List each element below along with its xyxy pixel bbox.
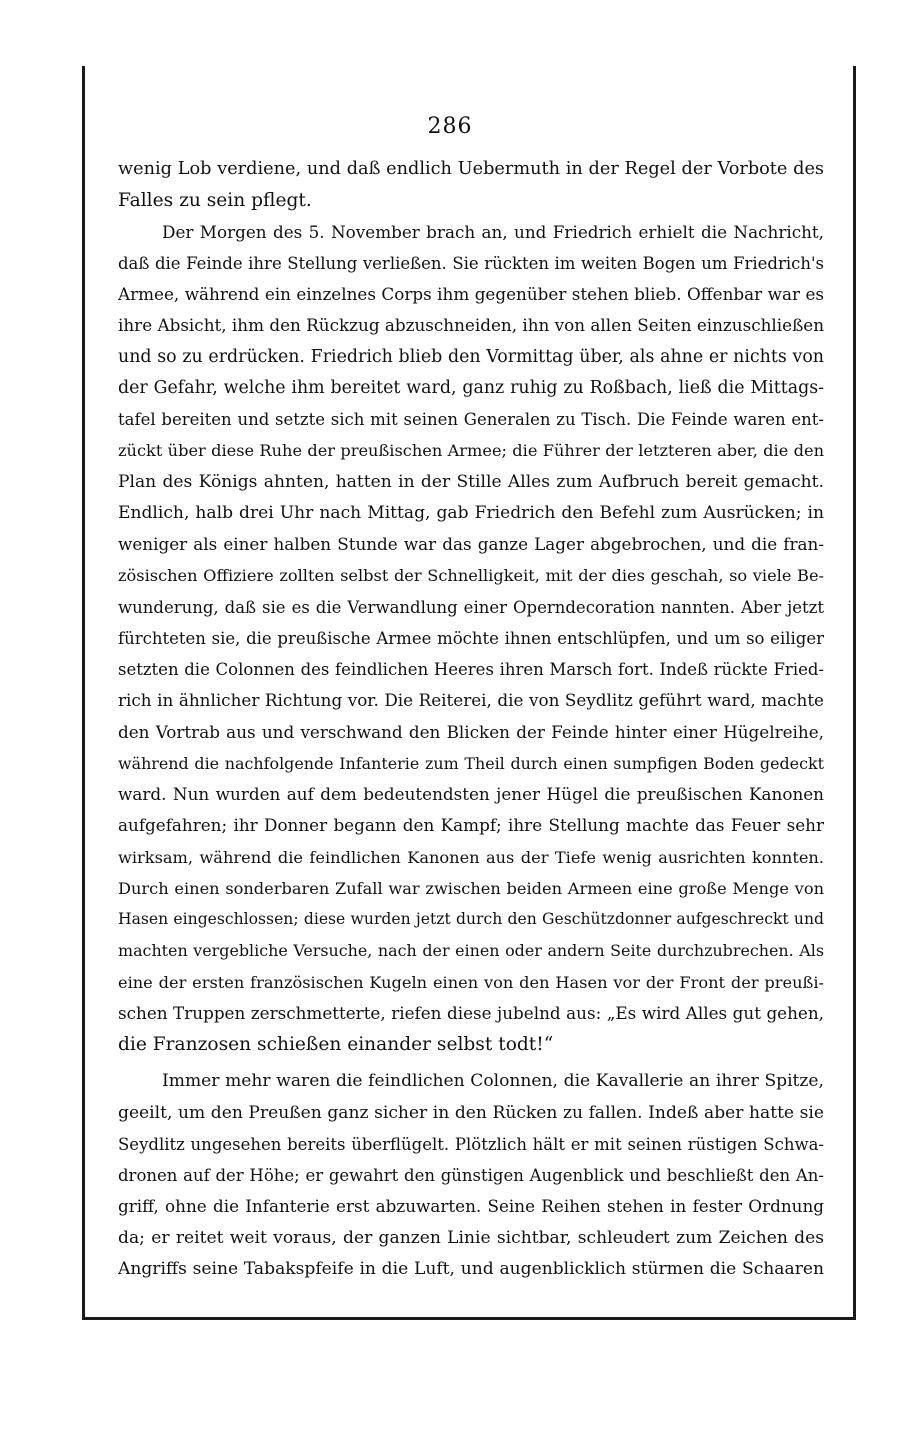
text-line: weniger als einer halben Stunde war das ganze Lager abgebrochen, und die fran-	[118, 534, 824, 554]
text-line: zösischen Offiziere zollten selbst der Schnelligkeit, mit der dies geschah, so viele Be-	[118, 566, 824, 586]
text-line: wirksam, während die feindlichen Kanonen aus der Tiefe wenig ausrichten konnten.	[118, 847, 824, 867]
text-line: den Vortrab aus und verschwand den Blicken der Feinde hinter einer Hügelreihe,	[118, 721, 824, 742]
text-line: tafel bereiten und setzte sich mit seinen Generalen zu Tisch. Die Feinde waren ent-	[118, 410, 824, 429]
text-line: griff, ohne die Infanterie erst abzuwarten. Seine Reihen stehen in fester Ordnung	[118, 1196, 824, 1217]
page-number: 286	[427, 114, 473, 139]
text-line: der Gefahr, welche ihm bereitet ward, ganz ruhig zu Roßbach, ließ die Mittags-	[118, 377, 824, 398]
text-line: Seydlitz ungesehen bereits überflügelt. Plötzlich hält er mit seinen rüstigen Schwa-	[118, 1134, 824, 1154]
text-line: ihre Absicht, ihm den Rückzug abzuschneiden, ihn von allen Seiten einzuschließen	[118, 315, 824, 336]
text-line: ward. Nun wurden auf dem bedeutendsten jener Hügel die preußischen Kanonen	[118, 784, 824, 804]
text-line: fürchteten sie, die preußische Armee möchte ihnen entschlüpfen, und um so eiliger	[118, 628, 824, 648]
text-line: daß die Feinde ihre Stellung verließen. Sie rückten im weiten Bogen um Friedrich's	[118, 253, 824, 273]
text-line: dronen auf der Höhe; er gewahrt den günstigen Augenblick und beschließt den An-	[118, 1166, 824, 1185]
text-line: Der Morgen des 5. November brach an, und Friedrich erhielt die Nachricht,	[162, 221, 824, 242]
paragraph-2	[118, 217, 824, 1061]
text-line: Armee, während ein einzelnes Corps ihm gegenüber stehen blieb. Offenbar war es	[118, 284, 824, 304]
text-line: die Franzosen schießen einander selbst todt!“	[118, 1034, 554, 1055]
text-line: machten vergebliche Versuche, nach der einen oder andern Seite durchzubrechen. Als	[118, 941, 824, 961]
text-line: schen Truppen zerschmetterte, riefen diese jubelnd aus: „Es wird Alles gut gehen,	[118, 1002, 824, 1023]
text-line: aufgefahren; ihr Donner begann den Kampf; ihre Stellung machte das Feuer sehr	[118, 815, 824, 836]
text-line: während die nachfolgende Infanterie zum Theil durch einen sumpfigen Boden gedeckt	[118, 753, 824, 773]
text-line: geeilt, um den Preußen ganz sicher in den Rücken zu fallen. Indeß aber hatte sie	[118, 1102, 824, 1123]
body-text	[118, 154, 824, 1285]
text-line: eine der ersten französischen Kugeln einen von den Hasen vor der Front der preußi-	[118, 972, 824, 992]
text-line: und so zu erdrücken. Friedrich blieb den Vormittag über, als ahne er nichts von	[118, 346, 824, 367]
text-line: wenig Lob verdiene, und daß endlich Uebermuth in der Regel der Vorbote des	[118, 159, 824, 179]
text-line: Durch einen sonderbaren Zufall war zwischen beiden Armeen eine große Menge von	[118, 878, 824, 898]
text-line: rich in ähnlicher Richtung vor. Die Reiterei, die von Seydlitz geführt ward, machte	[118, 690, 824, 711]
text-line: da; er reitet weit voraus, der ganzen Linie sichtbar, schleudert zum Zeichen des	[118, 1227, 824, 1248]
text-line: Endlich, halb drei Uhr nach Mittag, gab Friedrich den Befehl zum Ausrücken; in	[118, 502, 824, 523]
text-line: setzten die Colonnen des feindlichen Heeres ihren Marsch fort. Indeß rückte Fried-	[118, 660, 824, 679]
text-line: Hasen eingeschlossen; diese wurden jetzt durch den Geschützdonner aufgeschreckt und	[118, 910, 824, 928]
text-line: Plan des Königs ahnten, hatten in der Stille Alles zum Aufbruch bereit gemacht.	[118, 471, 824, 492]
text-line: Angriffs seine Tabakspfeife in die Luft, und augenblicklich stürmen die Schaaren	[118, 1258, 824, 1279]
paragraph-3	[118, 1066, 824, 1285]
text-line: Immer mehr waren die feindlichen Colonnen, die Kavallerie an ihrer Spitze,	[162, 1071, 824, 1092]
text-line: Falles zu sein pflegt.	[118, 190, 312, 212]
text-line: wunderung, daß sie es die Verwandlung einer Operndecoration nannten. Aber jetzt	[118, 597, 824, 617]
paragraph-1	[118, 154, 824, 217]
text-line: zückt über diese Ruhe der preußischen Armee; die Führer der letzteren aber, die den	[118, 441, 824, 461]
